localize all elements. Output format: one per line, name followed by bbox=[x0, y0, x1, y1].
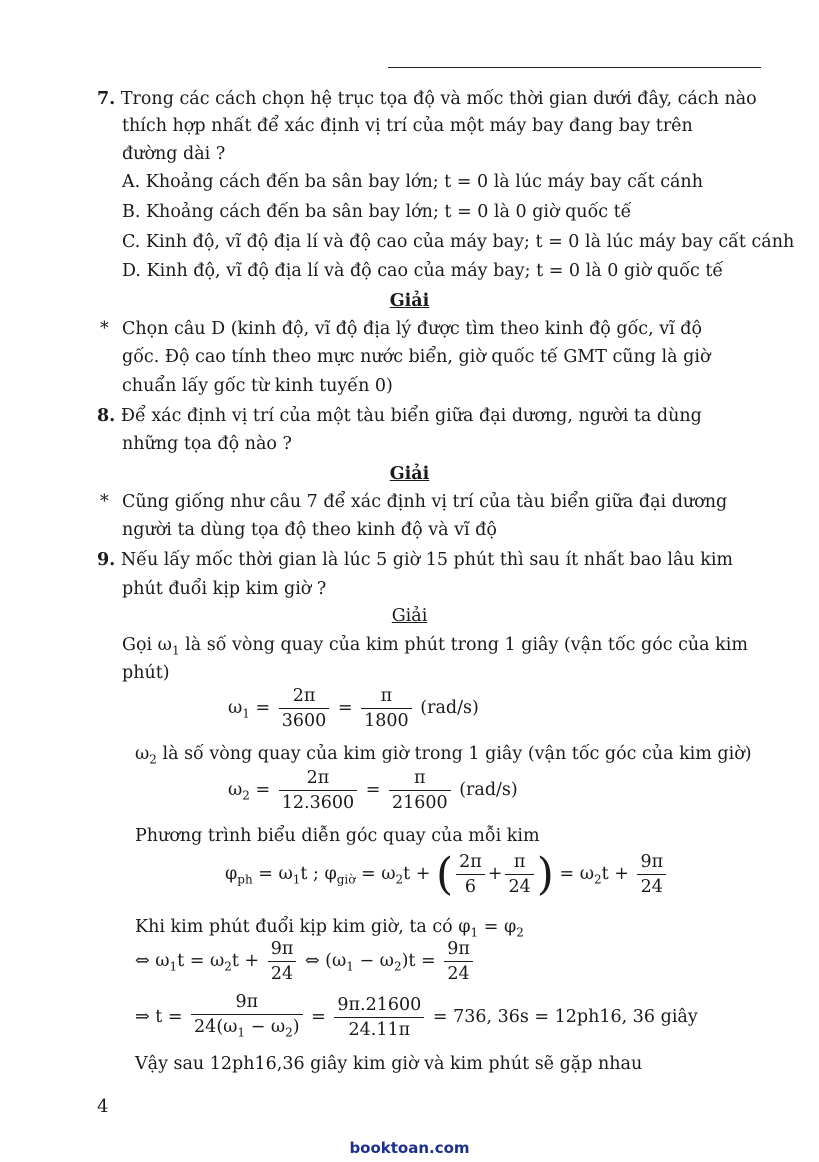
solution-line: chuẩn lấy gốc từ kinh tuyến 0) bbox=[122, 376, 393, 396]
solution-line: * Chọn câu D (kinh độ, vĩ độ địa lý được tìm theo kinh độ gốc, vĩ độ bbox=[100, 319, 703, 339]
paragraph-omega1-cont: phút) bbox=[122, 663, 170, 683]
equation-omega2: $\omega_2$ = $\frac{2\pi}{12.3600}$ = $\frac{\pi}{21600}$ (rad/s) bbox=[228, 768, 518, 813]
option-a: A. Khoảng cách đến ba sân bay lớn; t = 0 là lúc máy bay cất cánh bbox=[122, 172, 703, 192]
question-9-line-1: 9. Nếu lấy mốc thời gian là lúc 5 giờ 15 phút thì sau ít nhất bao lâu kim bbox=[97, 550, 734, 570]
question-8-line-2: những tọa độ nào ? bbox=[122, 434, 292, 454]
paragraph-conclusion: Vậy sau 12ph16,36 giây kim giờ và kim phút sẽ gặp nhau bbox=[135, 1054, 643, 1074]
question-number: 9. bbox=[97, 550, 116, 570]
page-number: 4 bbox=[97, 1096, 109, 1117]
header-rule bbox=[388, 67, 761, 68]
solution-heading: Giải bbox=[391, 606, 428, 626]
equation-angles: $\varphi_{ph} = \omega_1t$ ; $\varphi_{giờ} = \omega_2t$ + ( $\frac{2\pi}{6}$ + $\frac{\pi}{24}$ ) = $\omega_2t$ + $\frac{9\pi}{24}$ bbox=[225, 850, 669, 899]
fraction: $\frac{\pi}{1800}$ bbox=[361, 684, 412, 733]
fraction: $\frac{\pi}{24}$ bbox=[505, 850, 533, 899]
question-7-line-2: thích hợp nhất để xác định vị trí của một máy bay đang bay trên bbox=[122, 116, 693, 136]
solution-line: * Cũng giống như câu 7 để xác định vị trí của tàu biển giữa đại dương bbox=[100, 492, 728, 512]
paragraph-condition: Khi kim phút đuổi kịp kim giờ, ta có $\varphi_1 = \varphi_2$ bbox=[135, 917, 524, 940]
fraction: $\frac{2\pi}{6}$ bbox=[456, 850, 485, 899]
question-8-line-1: 8. Để xác định vị trí của một tàu biển giữa đại dương, người ta dùng bbox=[97, 406, 702, 426]
option-b: B. Khoảng cách đến ba sân bay lớn; t = 0 là 0 giờ quốc tế bbox=[122, 202, 632, 222]
paragraph-omega1: Gọi $\omega_1$ là số vòng quay của kim phút trong 1 giây (vận tốc góc của kim bbox=[122, 635, 748, 658]
fraction: $\frac{2\pi}{12.3600}$ bbox=[279, 766, 357, 815]
equation-equivalence: ⇔ $\omega_1t = \omega_2t$ + $\frac{9\pi}{24}$ ⇔ $(\omega_1 - \omega_2)t$ = $\frac{9\pi}{24}$ bbox=[135, 937, 476, 986]
footer-site: booktoan.com bbox=[349, 1139, 470, 1157]
paragraph-equation-intro: Phương trình biểu diễn góc quay của mỗi kim bbox=[135, 826, 540, 846]
question-7-line-1: 7. Trong các cách chọn hệ trục tọa độ và mốc thời gian dưới đây, cách nào bbox=[97, 89, 757, 109]
question-number: 7. bbox=[97, 89, 116, 109]
solution-heading: Giải bbox=[389, 291, 430, 311]
fraction: $\frac{9\pi}{24}$ bbox=[268, 937, 297, 986]
fraction: $\frac{\pi}{21600}$ bbox=[389, 766, 451, 815]
equation-omega1: $\omega_1$ = $\frac{2\pi}{3600}$ = $\frac{\pi}{1800}$ (rad/s) bbox=[228, 686, 479, 731]
option-c: C. Kinh độ, vĩ độ địa lí và độ cao của máy bay; t = 0 là lúc máy bay cất cánh bbox=[122, 232, 795, 252]
question-number: 8. bbox=[97, 406, 116, 426]
option-d: D. Kinh độ, vĩ độ địa lí và độ cao của máy bay; t = 0 là 0 giờ quốc tế bbox=[122, 261, 724, 281]
solution-line: gốc. Độ cao tính theo mực nước biển, giờ quốc tế GMT cũng là giờ bbox=[122, 347, 711, 367]
fraction: $\frac{9\pi.21600}{24.11\pi}$ bbox=[334, 993, 424, 1042]
question-9-line-2: phút đuổi kịp kim giờ ? bbox=[122, 579, 327, 599]
paragraph-omega2: $\omega_2$ là số vòng quay của kim giờ trong 1 giây (vận tốc góc của kim giờ) bbox=[135, 744, 752, 767]
fraction: $\frac{9\pi}{24}$ bbox=[637, 850, 666, 899]
fraction: $\frac{2\pi}{3600}$ bbox=[279, 684, 330, 733]
solution-line: người ta dùng tọa độ theo kinh độ và vĩ độ bbox=[122, 520, 497, 540]
equation-result: ⇒ t = $\frac{9\pi}{24(\omega_1 - \omega_2)}$ = $\frac{9\pi.21600}{24.11\pi}$ = 736, 36s = 12ph16, 36 giây bbox=[135, 990, 698, 1045]
fraction: $\frac{9\pi}{24(\omega_1 - \omega_2)}$ bbox=[191, 990, 303, 1045]
fraction: $\frac{9\pi}{24}$ bbox=[444, 937, 473, 986]
question-7-line-3: đường dài ? bbox=[122, 144, 226, 164]
solution-heading: Giải bbox=[389, 464, 430, 484]
